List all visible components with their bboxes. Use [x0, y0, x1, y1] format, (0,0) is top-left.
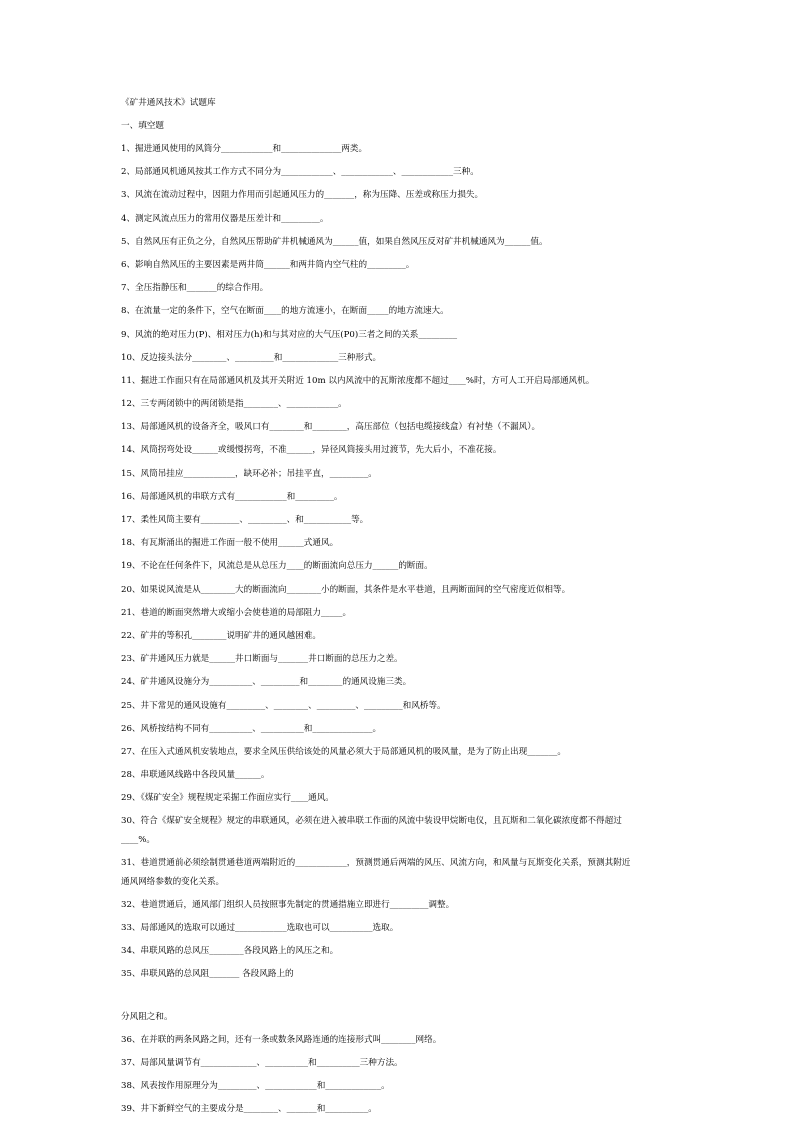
question-10: 10、反边接头法分________、_________和_____________三种形式。 [121, 352, 382, 363]
question-31 [121, 858, 681, 888]
question-22: 22、矿井的等积孔________说明矿井的通风越困难。 [121, 630, 321, 641]
question-29: 29、《煤矿安全》规程规定采掘工作面应实行____通风。 [121, 793, 334, 804]
document-title: 《矿井通风技术》试题库 [121, 98, 216, 108]
question-34: 34、串联风路的总风压________各段风路上的风压之和。 [121, 946, 339, 957]
document-body [121, 98, 681, 1128]
page-gap [121, 993, 681, 1012]
question-28: 28、串联通风线路中各段风量______。 [121, 770, 270, 781]
question-4: 4、测定风流点压力的常用仪器是压差计和_________。 [121, 213, 329, 224]
question-2: 2、局部通风机通风按其工作方式不同分为____________、____________、____________三种。 [121, 167, 479, 178]
question-5: 5、自然风压有正负之分，自然风压帮助矿井机械通风为______值，如果自然风压反对矿井机械通风为______值。 [121, 236, 548, 247]
question-15: 15、风筒吊挂应____________，缺环必补；吊挂平直，_________。 [121, 468, 377, 479]
question-35: 35、串联风路的总风阻_______ 各段风路上的 [121, 969, 294, 980]
question-30-line-1: 30、符合《煤矿安全规程》规定的串联通风，必须在进入被串联工作面的风流中装设甲烷断电仪，且瓦斯和二氧化碳浓度都不得超过 [121, 816, 622, 827]
question-16: 16、局部通风机的串联方式有____________和_________。 [121, 491, 343, 502]
question-9: 9、风流的绝对压力(P)、相对压力(h)和与其对应的大气压(P0)三者之间的关系_________ [121, 329, 458, 340]
question-23: 23、矿井通风压力就是______井口断面与_______井口断面的总压力之差。 [121, 654, 403, 665]
question-7: 7、全压指静压和_______的综合作用。 [121, 283, 269, 294]
question-31-line-1: 31、巷道贯通前必须绘制贯通巷道两端附近的____________，预测贯通后两端的风压、风流方向，和风量与瓦斯变化关系，预测其附近 [121, 858, 631, 869]
question-19: 19、不论在任何条件下，风流总是从总压力____的断面流向总压力______的断面。 [121, 561, 433, 572]
question-36: 36、在并联的两条风路之间，还有一条或数条风路连通的连接形式叫________网络。 [121, 1034, 442, 1045]
question-35-continuation: 分风阻之和。 [121, 1011, 173, 1022]
question-14: 14、风筒拐弯处设______或缓慢拐弯，不准______，异径风筒接头用过渡节，先大后小，不准花接。 [121, 445, 502, 456]
question-21: 21、巷道的断面突然增大或缩小会使巷道的局部阻力_____。 [121, 607, 352, 618]
question-20: 20、如果说风流是从________大的断面流向________小的断面，其条件是水平巷道，且两断面间的空气密度近似相等。 [121, 584, 571, 595]
question-30-line-2: ____%。 [121, 834, 155, 845]
question-32: 32、巷道贯通后，通风部门组织人员按照事先制定的贯通措施立即进行_________调整。 [121, 899, 455, 910]
question-1: 1、掘进通风使用的风筒分____________和______________两类。 [121, 144, 368, 154]
question-33: 33、局部通风的选取可以通过____________选取也可以__________选取。 [121, 923, 399, 933]
question-24: 24、矿井通风设施分为__________、_________和________的通风设施三类。 [121, 677, 412, 688]
question-26: 26、风桥按结构不同有__________、__________和______________。 [121, 723, 382, 734]
question-12: 12、三专两闭锁中的两闭锁是指________、____________。 [121, 399, 347, 410]
question-11: 11、掘进工作面只有在局部通风机及其开关附近 10m 以内风流中的瓦斯浓度都不超过____%时，方可人工开启局部通风机。 [121, 375, 595, 386]
question-31-line-2: 通风网络参数的变化关系。 [121, 876, 225, 887]
question-38: 38、风表按作用原理分为_________、____________和_____________。 [121, 1081, 390, 1092]
question-18: 18、有瓦斯涌出的掘进工作面一般不使用______式通风。 [121, 538, 339, 549]
question-8: 8、在流量一定的条件下，空气在断面____的地方流速小，在断面_____的地方流速大。 [121, 306, 449, 317]
question-27: 27、在压入式通风机安装地点，要求全风压供给该处的风量必须大于局部通风机的吸风量，是为了防止出现_______。 [121, 746, 566, 757]
question-30 [121, 816, 681, 846]
question-37: 37、局部风量调节有_____________、__________和__________三种方法。 [121, 1057, 403, 1068]
question-6: 6、影响自然风压的主要因素是两井筒______和两井筒内空气柱的_________。 [121, 259, 415, 270]
question-25: 25、井下常见的通风设施有_________、________、_________、_________和风桥等。 [121, 700, 446, 711]
section-heading: 一、填空题 [121, 121, 164, 131]
question-13: 13、局部通风机的设备齐全，吸风口有________和________，高压部位（包括电缆接线盒）有衬垫（不漏风）。 [121, 422, 541, 433]
question-3: 3、风流在流动过程中，因阻力作用而引起通风压力的_______，称为压降、压差或称压力损失。 [121, 190, 484, 201]
question-17: 17、柔性风筒主要有_________、_________、和___________等。 [121, 515, 369, 525]
question-39: 39、井下新鲜空气的主要成分是________、_______和__________。 [121, 1104, 377, 1115]
